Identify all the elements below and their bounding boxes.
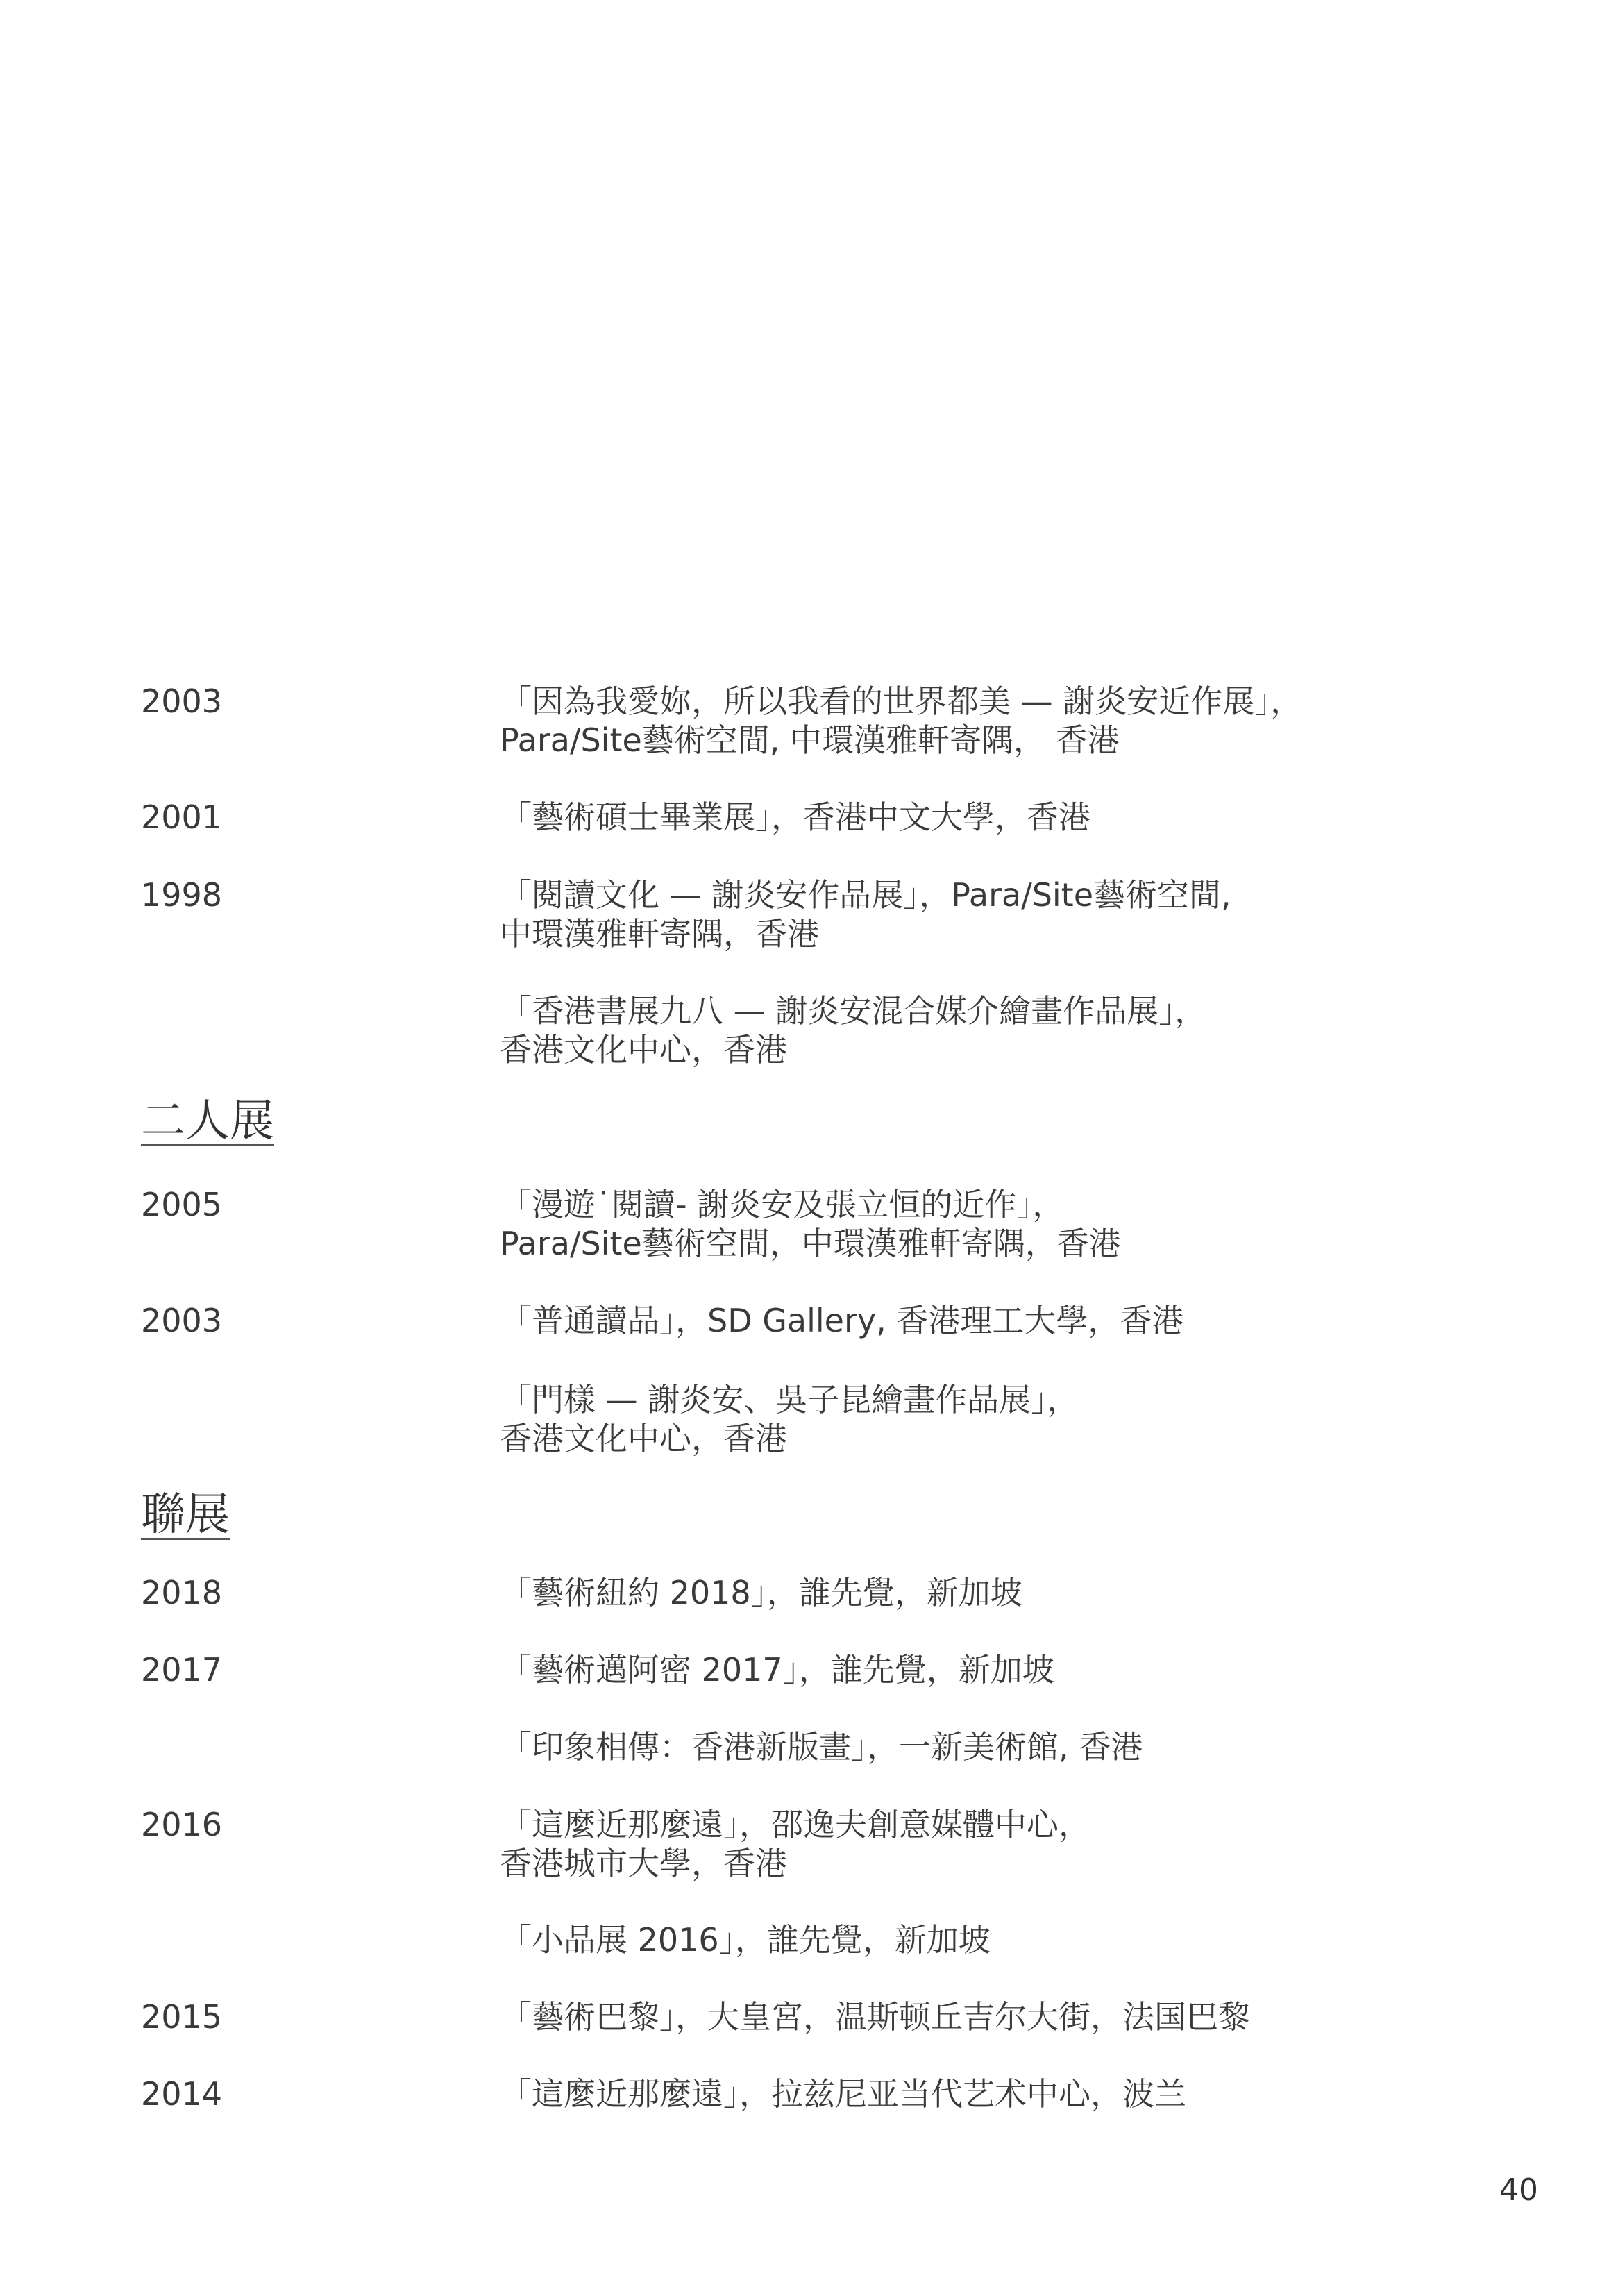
entry-line: 「印象相傳：香港新版畫」，一新美術館, 香港	[500, 1728, 1143, 1766]
entry-line: 「藝術紐約 2018」，誰先覺，新加坡	[500, 1574, 1022, 1611]
entry-year: 2014	[141, 2075, 223, 2113]
entry-line: 香港文化中心，香港	[500, 1031, 787, 1069]
entry-description	[500, 1380, 1402, 1458]
entry-line: 「藝術邁阿密 2017」，誰先覺，新加坡	[500, 1651, 1054, 1689]
entry-description	[500, 991, 1402, 1069]
entry-year: 2016	[141, 1806, 223, 1843]
entry-description	[500, 1185, 1402, 1263]
entry-description	[500, 1301, 1402, 1340]
entry-line: 「因為我愛妳，所以我看的世界都美 — 謝炎安近作展」，	[500, 682, 1303, 720]
entry-description	[500, 1920, 1402, 1959]
entry-line: 香港城市大學，香港	[500, 1845, 787, 1882]
entry-line: 「閱讀文化 — 謝炎安作品展」，Para/Site藝術空間,	[500, 876, 1231, 914]
entry-line: 「普通讀品」，SD Gallery, 香港理工大學，香港	[500, 1302, 1184, 1339]
entry-description	[500, 1727, 1402, 1766]
entry-description	[500, 798, 1402, 837]
entry-description	[500, 682, 1402, 760]
entry-line: 香港文化中心，香港	[500, 1420, 787, 1457]
entry-year: 2018	[141, 1574, 223, 1611]
entry-year: 2003	[141, 682, 223, 720]
entry-line: Para/Site藝術空間，中環漢雅軒寄隅，香港	[500, 1225, 1121, 1262]
entry-line: 「香港書展九八 — 謝炎安混合媒介繪畫作品展」，	[500, 992, 1207, 1030]
entry-line: 「藝術巴黎」，大皇宮，温斯顿丘吉尔大街，法国巴黎	[500, 1998, 1250, 2036]
entry-line: 中環漢雅軒寄隅，香港	[500, 915, 819, 953]
entry-year: 2017	[141, 1651, 223, 1689]
section-heading-group: 聯展	[141, 1489, 230, 1541]
entry-description	[500, 2075, 1402, 2113]
page-number: 40	[1499, 2172, 1538, 2208]
entry-description	[500, 1573, 1402, 1612]
entry-line: 「藝術碩士畢業展」，香港中文大學，香港	[500, 798, 1090, 836]
entry-description	[500, 875, 1402, 953]
entry-year: 1998	[141, 876, 223, 914]
section-heading-duo: 二人展	[141, 1096, 274, 1147]
entry-line: Para/Site藝術空間, 中環漢雅軒寄隅， 香港	[500, 721, 1120, 759]
entry-year: 2003	[141, 1302, 223, 1339]
entry-year: 2001	[141, 798, 223, 836]
entry-year: 2015	[141, 1998, 223, 2036]
entry-line: 「小品展 2016」，誰先覺，新加坡	[500, 1921, 991, 1959]
entry-line: 「這麼近那麼遠」，邵逸夫創意媒體中心，	[500, 1806, 1090, 1843]
entry-year: 2005	[141, 1186, 223, 1223]
entry-description	[500, 1805, 1402, 1883]
entry-description	[500, 1650, 1402, 1689]
entry-line: 「漫遊˙閱讀- 謝炎安及張立恒的近作」，	[500, 1186, 1065, 1223]
entry-line: 「門樣 — 謝炎安、吳子昆繪畫作品展」，	[500, 1381, 1079, 1418]
entry-description	[500, 1997, 1402, 2036]
entry-line: 「這麼近那麼遠」，拉兹尼亚当代艺术中心，波兰	[500, 2075, 1186, 2113]
